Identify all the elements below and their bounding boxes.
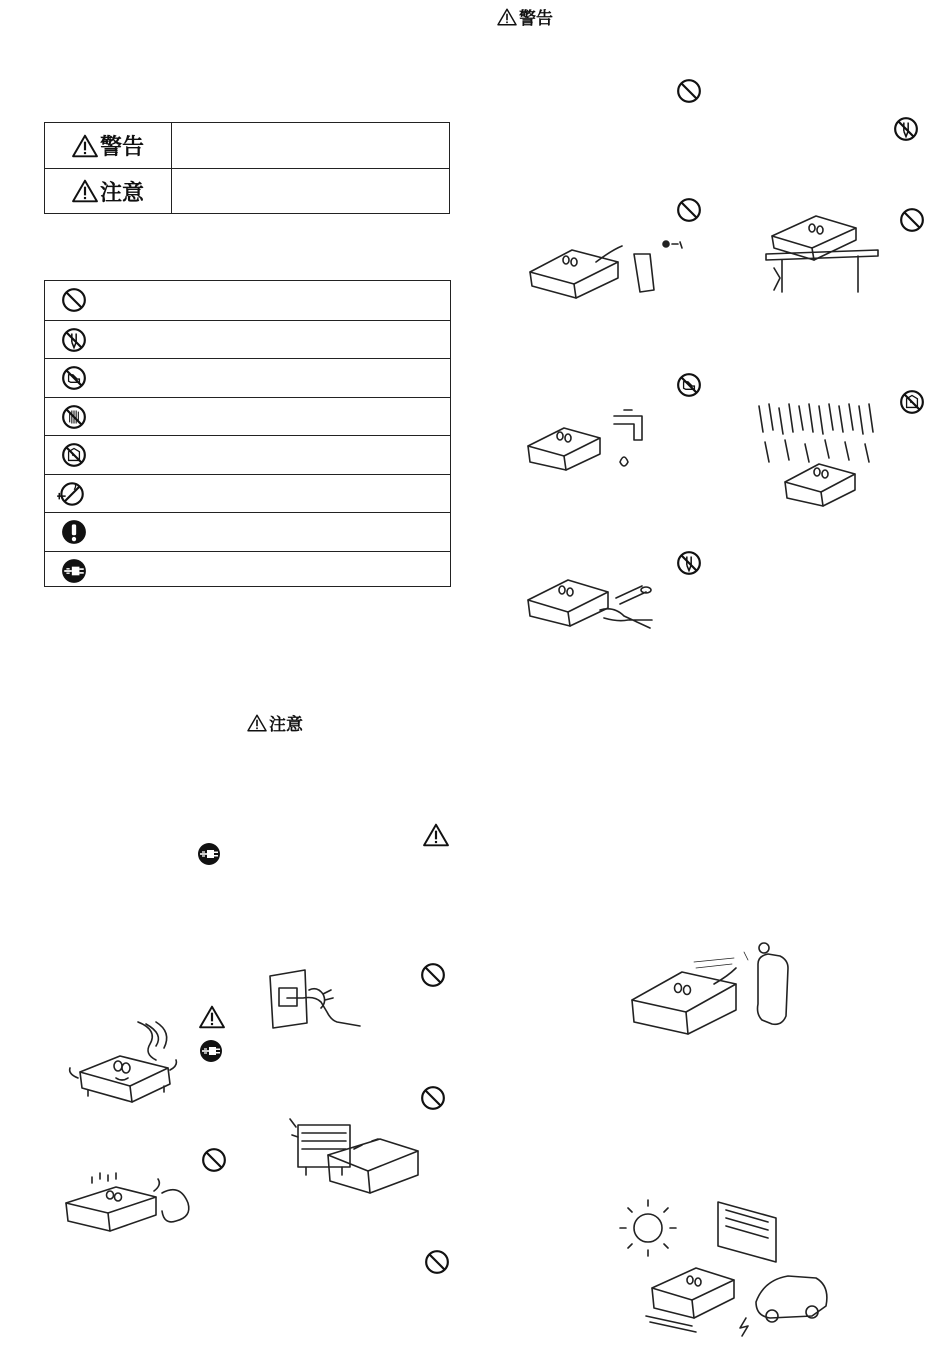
unstable-shelf-illustration: [752, 208, 882, 298]
prohibition-icon: [61, 287, 87, 313]
legend-row-warning: [45, 123, 449, 168]
wall-outlet-plug-illustration: [265, 968, 365, 1034]
legend-caution-label: [45, 169, 172, 213]
prohibition-icon: [424, 1249, 450, 1275]
symbol-row: [45, 358, 450, 397]
no-water-contact-icon: [61, 404, 87, 430]
mandatory-action-icon: [61, 519, 87, 545]
caution-triangle-icon: [247, 714, 267, 732]
liquid-spill-illustration: [522, 232, 694, 304]
no-disassembly-icon: [61, 327, 87, 353]
disassembly-tools-illustration: [524, 570, 660, 636]
caution-section-heading: [247, 710, 303, 735]
legend-caution-text: 注意: [99, 180, 144, 206]
unplug-icon: [61, 558, 87, 584]
no-disassembly-icon: [676, 550, 702, 576]
warning-triangle-icon: [72, 134, 98, 158]
smoking-device-illustration: [60, 1020, 190, 1110]
caution-heading-text: 注意: [269, 715, 303, 735]
symbol-row: [45, 512, 450, 551]
legend-row-caution: [45, 168, 449, 213]
caution-triangle-icon: [72, 179, 98, 203]
symbol-row: [45, 320, 450, 359]
symbol-row: [45, 474, 450, 513]
no-disassembly-icon: [893, 116, 919, 142]
signal-word-legend-table: [44, 122, 450, 214]
legend-warning-label: [45, 123, 172, 168]
warning-triangle-icon: [497, 8, 517, 26]
prohibition-icon: [676, 197, 702, 223]
unplug-icon: [197, 842, 221, 866]
prohibition-icon: [899, 207, 925, 233]
no-wet-hands-icon: [676, 372, 702, 398]
prohibition-icon: [420, 1085, 446, 1111]
no-wet-location-icon: [61, 442, 87, 468]
caution-triangle-icon: [423, 823, 449, 847]
symbol-row: [45, 281, 450, 320]
overheating-device-illustration: [58, 1155, 198, 1235]
spray-can-illustration: [624, 938, 814, 1038]
heater-and-device-illustration: [288, 1115, 438, 1205]
rain-illustration: [755, 402, 885, 508]
caution-triangle-icon: [199, 1005, 225, 1029]
prohibition-icon: [676, 78, 702, 104]
heat-sources-illustration: [616, 1198, 832, 1338]
no-open-flame-icon: [55, 481, 87, 507]
symbol-legend-table: [44, 280, 451, 587]
no-wet-location-icon: [899, 389, 925, 415]
prohibition-icon: [420, 962, 446, 988]
no-wet-hands-icon: [61, 365, 87, 391]
water-faucet-illustration: [524, 404, 664, 474]
warning-heading-text: 警告: [519, 9, 553, 29]
symbol-row: [45, 397, 450, 436]
symbol-row: [45, 435, 450, 474]
prohibition-icon: [201, 1147, 227, 1173]
symbol-row: [45, 551, 450, 590]
unplug-icon: [199, 1039, 223, 1063]
legend-warning-text: 警告: [99, 135, 144, 160]
warning-section-heading: [497, 4, 553, 29]
